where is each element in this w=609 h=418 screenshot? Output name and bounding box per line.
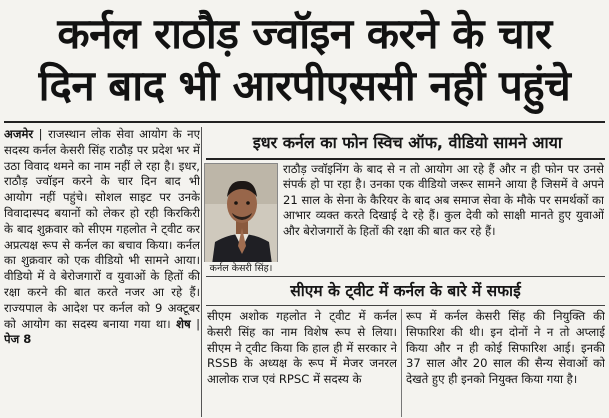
- left-column-body: राजस्थान लोक सेवा आयोग के नए सदस्य कर्नल केसरी सिंह राठौड़ पर प्रदेश भर में उठा विवाद थमने का नाम नहीं ले रहा है। इधर, राठौड़ ज्वॉइन करने के चार दिन बाद भी आयोग नहीं पहुंचे। सोशल साइट पर उनके विवादास्पद बयानों को लेकर हो रही किरकिरी के बाद शुक्रवार को सीएम गहलोत ने ट्वीट कर अप्रत्यक्ष रूप से कर्नल का बचाव किया। कर्नल का शुक्रवार को एक वीडियो भी सामने आया। वीडियो में वे बेरोजगारों व युवाओं के हितों की रक्षा करने की बात करते नजर आ रहे हैं। राज्यपाल के आदेश पर कर्नल को 9 अक्टूबर को आयोग का सदस्य बनाया गया था।: [4, 127, 200, 331]
- person-portrait-icon: [205, 164, 278, 271]
- section2-subheading: सीएम के ट्वीट में कर्नल के बारे में सफाई: [290, 282, 521, 300]
- continued-separator: |: [196, 316, 200, 331]
- column-divider: [201, 127, 202, 417]
- section2-divider: [206, 305, 605, 306]
- headline-divider: [4, 121, 605, 123]
- continued-label: शेष: [176, 316, 191, 331]
- section2-top-divider: [206, 276, 605, 277]
- dateline-separator: |: [38, 127, 49, 141]
- section2-body-left: सीएम अशोक गहलोत ने ट्वीट में कर्नल केसरी सिंह का नाम विशेष रूप से लिया। सीएम ने ट्वीट किया कि हाल ही में सरकार ने RSSB के अध्यक्ष के रूप में मेजर जनरल आलोक राज एवं RPSC में सदस्य के: [207, 309, 397, 387]
- section1-subheading: इधर कर्नल का फोन स्विच ऑफ, वीडियो सामने आया: [252, 133, 563, 152]
- left-column: [4, 127, 200, 417]
- section1-divider: [206, 158, 605, 160]
- headline: [0, 0, 609, 118]
- section2-body-right: रूप में कर्नल केसरी सिंह की नियुक्ति की सिफारिश की थी। इन दोनों ने न तो अप्लाई किया और न ही कोई सिफारिश आई। इनकी 37 साल और 20 साल की सैन्य सेवाओं को देखते हुए ही इनको नियुक्त किया गया है।: [406, 309, 605, 387]
- continued-page: पेज 8: [4, 332, 32, 347]
- colonel-photo: [204, 163, 278, 271]
- section1-body: राठौड़ ज्वॉइनिंग के बाद से न तो आयोग आ रहे हैं और न ही फोन पर उनसे संपर्क हो पा रहा है। उनका एक वीडियो जरूर सामने आया है जिसमें वे अपने 21 साल के सेना के कैरियर के बाद अब समाज सेवा के मौके पर समर्थकों का आभार व्यक्त करते दिखाई दे रहे हैं। कुल देवी को साक्षी मानते हुए युवाओं और बेरोजगारों के हितों की रक्षा की बात कर रहे हैं।: [283, 162, 604, 238]
- dateline: अजमेर: [4, 127, 34, 141]
- photo-caption: कर्नल केसरी सिंह।: [204, 262, 278, 276]
- section2-column-divider: [401, 309, 402, 417]
- headline-line-2: दिन बाद भी आरपीएससी नहीं पहुंचे: [38, 61, 571, 110]
- headline-line-1: कर्नल राठौड़ ज्वॉइन करने के चार: [57, 9, 552, 58]
